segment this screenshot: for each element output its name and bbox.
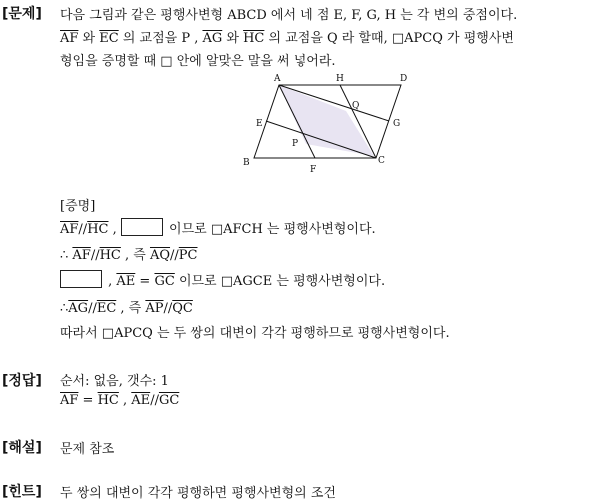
point-q: Q: [352, 101, 360, 111]
parallel-sign: //: [150, 393, 159, 408]
proof-header: [증명]: [60, 199, 96, 214]
segment-ae: $\overline{AE}$: [131, 393, 151, 408]
problem-line-1: 다음 그림과 같은 평행사변형 ABCD 에서 네 점 E, F, G, H 는 각 변의 중점이다.: [60, 8, 518, 23]
problem-label: [문제]: [2, 6, 42, 22]
point-c: C: [378, 156, 385, 166]
proof-line-4: [60, 297, 193, 316]
proof-line-5: 따라서 □APCQ 는 두 쌍의 대변이 각각 평행하므로 평행사변형이다.: [60, 326, 450, 341]
text-fragment: ,: [108, 222, 121, 237]
point-h: H: [336, 74, 344, 84]
segment-af: $\overline{AF}$: [60, 31, 79, 46]
point-e: E: [256, 119, 263, 129]
segment-pc: $\overline{PC}$: [178, 248, 198, 263]
segment-hc: $\overline{HC}$: [243, 31, 265, 46]
text-fragment: 와: [222, 31, 244, 46]
segment-aq: $\overline{AQ}$: [149, 248, 171, 263]
equals-sign: =: [135, 274, 155, 289]
text-fragment: ,: [104, 274, 117, 289]
answer-line-1: 순서: 없음, 갯수: 1: [60, 374, 169, 389]
segment-ec: $\overline{EC}$: [96, 301, 117, 316]
answer-blank-1[interactable]: [121, 218, 163, 236]
equals-sign: =: [78, 393, 98, 408]
text-fragment: 의 교점을 Q 라 할때, □APCQ 가 평행사변: [264, 31, 514, 46]
point-p: P: [292, 139, 299, 149]
point-b: B: [243, 158, 250, 168]
segment-ap: $\overline{AP}$: [145, 301, 164, 316]
parallel-sign: //: [78, 222, 88, 237]
segment-af: $\overline{AF}$: [60, 393, 79, 408]
text-fragment: 이므로 □AGCE 는 평행사변형이다.: [174, 274, 386, 289]
problem-line-2: [60, 27, 514, 46]
segment-ag: $\overline{AG}$: [202, 31, 223, 46]
text-fragment: , 즉: [116, 301, 146, 316]
hint-label: [힌트]: [2, 484, 42, 500]
point-a: A: [274, 74, 281, 84]
text-fragment: ,: [118, 393, 132, 408]
segment-af: $\overline{AF}$: [60, 222, 79, 237]
parallel-sign: //: [163, 301, 173, 316]
problem-line-3: 형임을 증명할 때 □ 안에 알맞은 말을 써 넣어라.: [60, 54, 336, 69]
answer-label: [정답]: [2, 373, 42, 389]
segment-hc: $\overline{HC}$: [87, 222, 109, 237]
parallel-sign: //: [90, 248, 100, 263]
segment-af: $\overline{AF}$: [72, 248, 91, 263]
parallel-sign: //: [88, 301, 97, 316]
parallelogram-figure: [236, 70, 426, 180]
proof-line-2: [60, 244, 198, 263]
segment-ae: $\overline{AE}$: [116, 274, 136, 289]
therefore-sign: ∴: [60, 301, 69, 316]
point-g: G: [393, 119, 401, 129]
segment-qc: $\overline{QC}$: [172, 301, 193, 316]
text-fragment: 이므로 □AFCH 는 평행사변형이다.: [164, 222, 376, 237]
answer-blank-2[interactable]: [60, 270, 102, 288]
text-fragment: 의 교점을 P ,: [118, 31, 203, 46]
point-f: F: [310, 165, 317, 175]
segment-ec: $\overline{EC}$: [99, 31, 119, 46]
segment-gc: $\overline{GC}$: [158, 393, 180, 408]
therefore-sign: ∴: [60, 248, 73, 263]
point-d: D: [400, 74, 408, 84]
text-fragment: 와: [78, 31, 100, 46]
text-fragment: , 즉: [120, 248, 150, 263]
segment-hc: $\overline{HC}$: [97, 393, 119, 408]
proof-line-3: [60, 270, 385, 289]
parallel-sign: //: [170, 248, 179, 263]
proof-line-1: [60, 218, 376, 237]
explanation-text: 문제 참조: [60, 442, 115, 457]
segment-gc: $\overline{GC}$: [154, 274, 175, 289]
segment-ag: $\overline{AG}$: [68, 301, 89, 316]
answer-line-2: [60, 393, 179, 408]
hint-text: 두 쌍의 대변이 각각 평행하면 평행사변형의 조건: [60, 486, 336, 501]
explanation-label: [해설]: [2, 440, 42, 456]
segment-hc: $\overline{HC}$: [99, 248, 121, 263]
